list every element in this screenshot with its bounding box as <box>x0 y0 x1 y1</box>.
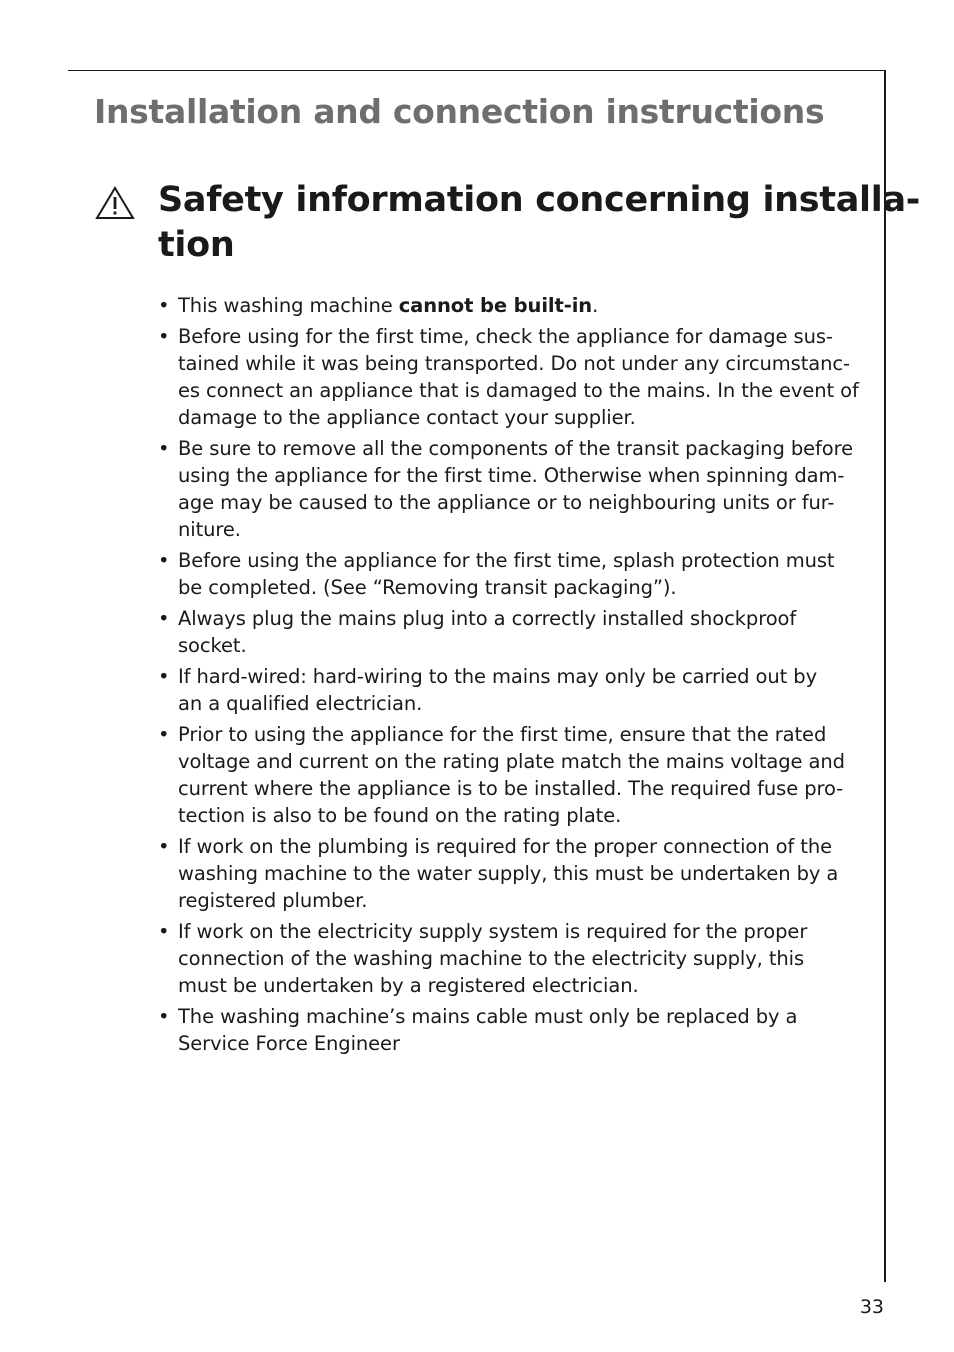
bullet-dot: • <box>158 1005 170 1028</box>
bullet-line <box>178 292 866 319</box>
bullet-line: an a qualified electrician. <box>178 692 423 715</box>
bullet-line: Prior to using the appliance for the first time, ensure that the rated <box>178 723 827 746</box>
bullet-dot: • <box>158 920 170 943</box>
safety-heading-line-2: tion <box>158 225 235 265</box>
bullet-line: The washing machine’s mains cable must only be replaced by a <box>178 1005 798 1028</box>
bullet-line: washing machine to the water supply, this must be undertaken by a <box>178 862 839 885</box>
bullet-item <box>158 721 866 829</box>
bullet-line: damage to the appliance contact your supplier. <box>178 406 636 429</box>
bullet-dot: • <box>158 325 170 348</box>
bullet-item <box>158 435 866 543</box>
bullet-line: tection is also to be found on the rating plate. <box>178 804 622 827</box>
bullet-line: es connect an appliance that is damaged to the mains. In the event of <box>178 379 859 402</box>
bullet-line: using the appliance for the first time. Otherwise when spinning dam- <box>178 464 845 487</box>
safety-heading-line-1: Safety information concerning installa- <box>158 180 920 220</box>
bullet-text: . <box>592 294 599 317</box>
bullet-line: If hard-wired: hard-wiring to the mains may only be carried out by <box>178 665 818 688</box>
bullet-line: niture. <box>178 518 241 541</box>
bullet-line: If work on the electricity supply system is required for the proper <box>178 920 808 943</box>
bullet-dot: • <box>158 665 170 688</box>
bullet-line: registered plumber. <box>178 889 368 912</box>
bullet-item <box>158 605 866 659</box>
bullet-line: voltage and current on the rating plate match the mains voltage and <box>178 750 845 773</box>
bullet-dot: • <box>158 437 170 460</box>
page-number: 33 <box>859 1296 884 1318</box>
bullet-item <box>158 1003 866 1057</box>
warning-triangle-icon <box>95 186 135 220</box>
bullet-item <box>158 663 866 717</box>
bullet-dot: • <box>158 549 170 572</box>
section-title: Installation and connection instructions <box>94 92 825 131</box>
bullet-item <box>158 833 866 914</box>
bullet-line: Be sure to remove all the components of the transit packaging before <box>178 437 853 460</box>
top-rule <box>68 70 886 71</box>
bullet-item <box>158 323 866 431</box>
bullet-line: age may be caused to the appliance or to neighbouring units or fur- <box>178 491 835 514</box>
bullet-dot: • <box>158 723 170 746</box>
bullet-dot: • <box>158 607 170 630</box>
safety-heading <box>158 178 920 268</box>
right-rule <box>884 70 886 1282</box>
bullet-line: Before using for the first time, check the appliance for damage sus- <box>178 325 833 348</box>
bullet-line: If work on the plumbing is required for the proper connection of the <box>178 835 832 858</box>
bullet-line: connection of the washing machine to the electricity supply, this <box>178 947 805 970</box>
bullet-line: Always plug the mains plug into a correctly installed shockproof <box>178 607 797 630</box>
bullet-item <box>158 918 866 999</box>
bullet-text: This washing machine <box>178 294 399 317</box>
bullet-bold-text: cannot be built-in <box>398 294 593 317</box>
safety-bullet-list <box>158 292 866 1061</box>
bullet-item <box>158 547 866 601</box>
bullet-dot: • <box>158 294 170 317</box>
bullet-line: must be undertaken by a registered electrician. <box>178 974 639 997</box>
bullet-dot: • <box>158 835 170 858</box>
bullet-line: socket. <box>178 634 247 657</box>
bullet-line: be completed. (See “Removing transit packaging”). <box>178 576 677 599</box>
bullet-item <box>158 292 866 319</box>
bullet-line: Before using the appliance for the first time, splash protection must <box>178 549 835 572</box>
bullet-line: current where the appliance is to be installed. The required fuse pro- <box>178 777 844 800</box>
bullet-line: tained while it was being transported. Do not under any circumstanc- <box>178 352 850 375</box>
bullet-line: Service Force Engineer <box>178 1032 400 1055</box>
